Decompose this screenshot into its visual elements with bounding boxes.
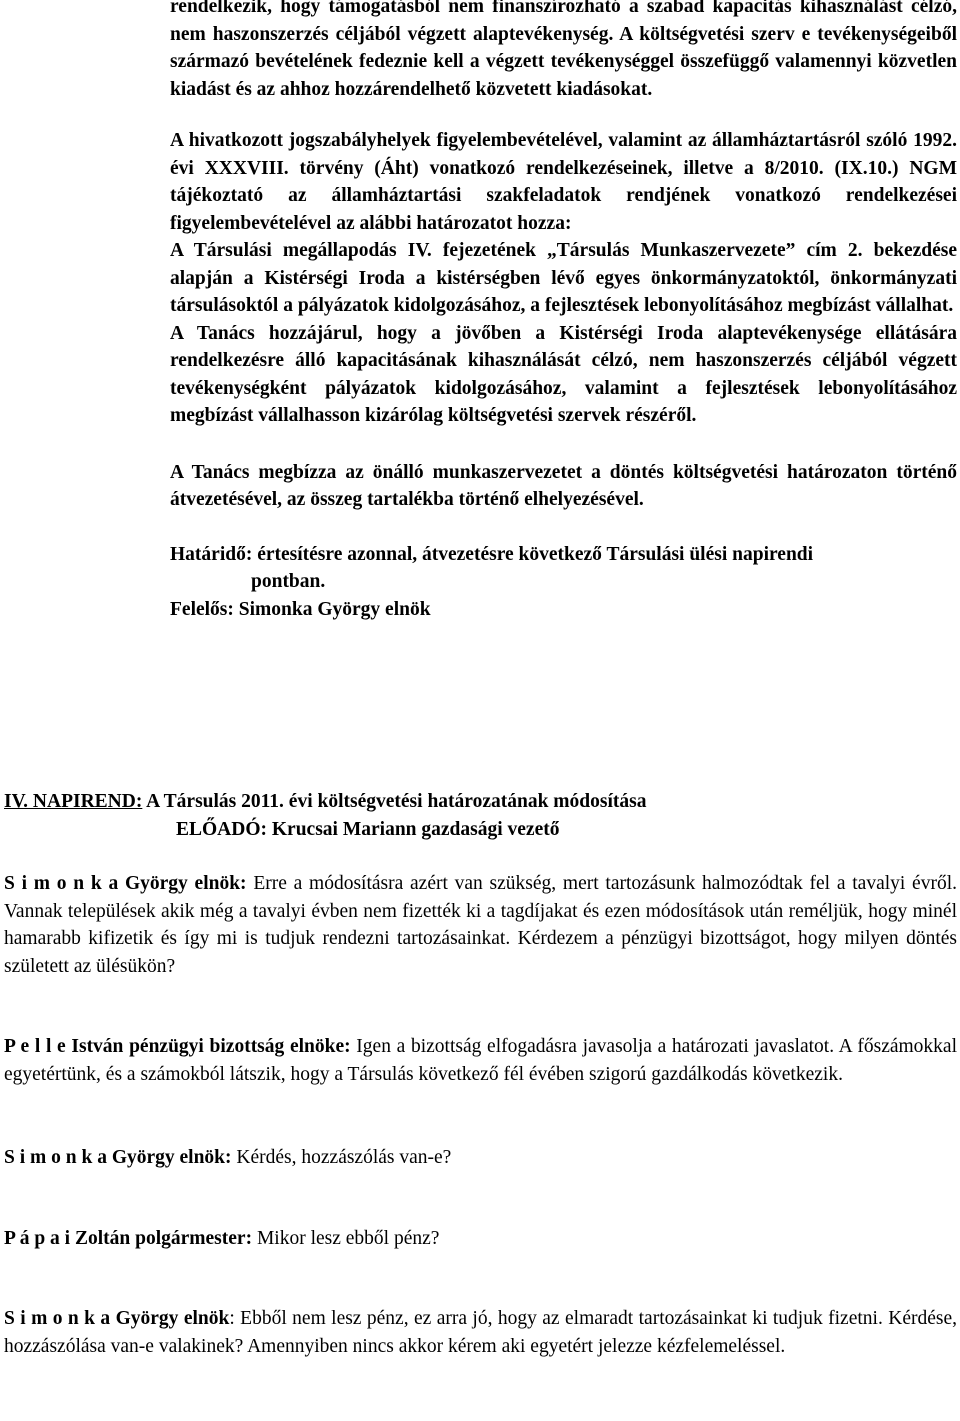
deadline-line2: pontban. [251, 571, 326, 592]
agenda-heading [4, 788, 957, 816]
speech-text: Mikor lesz ebből pénz? [252, 1227, 440, 1249]
speaker-name: P e l l e István pénzügyi bizottság elnöke: [4, 1036, 351, 1057]
presenter-line [4, 816, 957, 844]
agenda-title: A Társulás 2011. évi költségvetési határozatának módosítása [142, 791, 647, 812]
paragraph-legal-basis: A hivatkozott jogszabályhelyek figyelembevételével, valamint az államháztartásról szóló 1992. évi XXXVIII. törvény (Áht) vonatkozó rendelkezéseinek, illetve a 8/2010. (IX.10.) NGM tájékoztató az államháztartási szakfeladatok rendjének vonatkozó rendelkezései figyelembevételével az alábbi határozatot hozza: [170, 130, 957, 234]
speech-1 [4, 870, 957, 980]
deadline-line1: Határidő: értesítésre azonnal, átvezetésre következő Társulási ülési napirendi [170, 543, 814, 565]
presenter-label: ELŐADÓ: [176, 818, 268, 840]
agenda-section [4, 788, 957, 843]
speech-text: : Ebből nem lesz pénz, ez arra jó, hogy az elmaradt tartozásainkat ki tudjuk fizetni. Kérdése, hozzászólása van-e valakinek? Amennyiben nincs akkor kérem aki egyetért jelezze kézfelemeléssel. [4, 1308, 957, 1357]
paragraph-agreement: A Társulási megállapodás IV. fejezetének „Társulás Munkaszervezete” cím 2. bekezdése alapján a Kistérségi Iroda a kistérségben lévő egyes önkormányzatoktól, önkormányzati társulásoktól a pályázatok kidolgozásához, a fejlesztések lebonyolításához megbízást vállalhat. [170, 240, 957, 316]
speech-text: Kérdés, hozzászólás van-e? [231, 1147, 452, 1168]
speech-text: Erre a módosításra azért van szükség, mert tartozásunk halmozódtak fel a tavalyi évről. Vannak települések akik még a tavalyi évben nem fizették ki a tagdíjakat és ezen módosítások után reméljük, hogy minél hamarabb kifizetik és így mi is tudjuk rendezni tartozásainkat. Kérdezem a pénzügyi bizottságot, hogy milyen döntés született az ülésükön? [4, 873, 957, 977]
paragraph-council-consent: A Tanács hozzájárul, hogy a jövőben a Kistérségi Iroda alaptevékenysége ellátására rendelkezésre álló kapacitásának kihasználását célzó, nem haszonszerzés céljából végzett tevékenységként pályázatok kidolgozásához, valamint a fejlesztések lebonyolításához megbízást vállalhasson kizárólag költségvetési szervek részéről. [170, 322, 957, 426]
speaker-name: S i m o n k a György elnök: [4, 1147, 232, 1168]
presenter-name: Krucsai Mariann gazdasági vezető [267, 818, 560, 840]
speaker-name: S i m o n k a György elnök [4, 1308, 230, 1329]
agenda-label: IV. NAPIREND: [4, 791, 143, 812]
speech-4 [4, 1225, 957, 1253]
speech-2 [4, 1033, 957, 1088]
paragraph-council-mandate: A Tanács megbízza az önálló munkaszervezetet a döntés költségvetési határozaton történő átvezetésével, az összeg tartalékba történő elhelyezésével. [170, 461, 957, 510]
speech-3 [4, 1144, 957, 1172]
speaker-name: P á p a i Zoltán polgármester: [4, 1227, 253, 1249]
speech-5 [4, 1305, 957, 1360]
speech-text: Igen a bizottság elfogadásra javasolja a határozati javaslatot. A főszámokkal egyetértünk, és a számokból látszik, hogy a Társulás következő fél évében szigorú gazdálkodás következik. [4, 1036, 958, 1085]
speaker-name: S i m o n k a György elnök: [4, 873, 247, 894]
resolution-block [170, 0, 957, 623]
paragraph-intro: rendelkezik, hogy támogatásból nem finanszírozható a szabad kapacitás kihasználást célzó, nem haszonszerzés céljából végzett alaptevékenység. A költségvetési szerv e tevékenységeiből származó bevételének fedeznie kell a végzett tevékenységgel összefüggő valamennyi közvetlen kiadást és az ahhoz hozzárendelhető közvetett kiadásokat. [170, 0, 957, 100]
deadline [170, 541, 957, 596]
minutes-section [4, 870, 957, 1360]
responsible-person: Felelős: Simonka György elnök [170, 598, 431, 620]
